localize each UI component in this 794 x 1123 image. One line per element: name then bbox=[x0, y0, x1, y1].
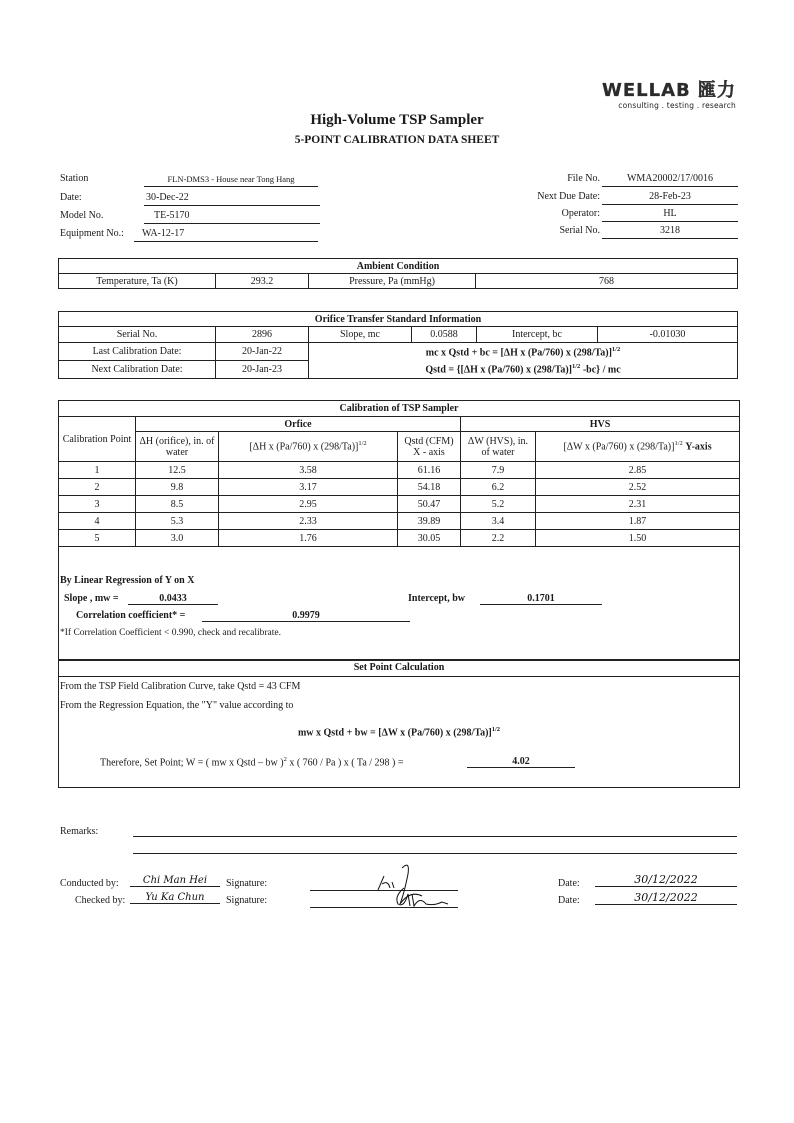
orifice-slope-value: 0.0588 bbox=[412, 327, 477, 343]
col-delta-w-calc bbox=[536, 432, 740, 462]
slope-value: 0.0433 bbox=[128, 593, 218, 605]
result-exponent: 2 bbox=[283, 756, 287, 763]
cell-qstd: 30.05 bbox=[398, 530, 461, 547]
table-row bbox=[59, 496, 740, 513]
calibration-title: Calibration of TSP Sampler bbox=[59, 401, 740, 417]
remarks-line-2 bbox=[133, 853, 737, 854]
cell-dh: 5.3 bbox=[136, 513, 219, 530]
calibration-table bbox=[58, 400, 740, 547]
cell-dw: 7.9 bbox=[461, 462, 536, 479]
col-delta-h: ΔH (orifice), in. of water bbox=[136, 432, 219, 462]
header-text: [ΔH x (Pa/760) x (298/Ta)] bbox=[249, 441, 359, 453]
cell-dw-calc: 1.50 bbox=[536, 530, 740, 547]
model-value: TE-5170 bbox=[144, 210, 320, 224]
conducted-by-name: Chi Man Hei bbox=[130, 875, 220, 887]
logo-tagline: consulting . testing . research bbox=[618, 101, 736, 110]
cell-point: 2 bbox=[59, 479, 136, 496]
setpoint-formula bbox=[58, 726, 740, 738]
cell-dh-calc: 2.33 bbox=[219, 513, 398, 530]
cell-dw-calc: 2.85 bbox=[536, 462, 740, 479]
formula-exponent: 1/2 bbox=[491, 726, 501, 733]
last-calibration-label: Last Calibration Date: bbox=[59, 343, 216, 361]
cell-dh: 12.5 bbox=[136, 462, 219, 479]
model-label: Model No. bbox=[60, 210, 104, 221]
orifice-intercept-label: Intercept, bc bbox=[477, 327, 598, 343]
formula-text: -bc} / mc bbox=[580, 364, 621, 376]
orifice-formula-2 bbox=[309, 361, 738, 379]
ambient-title: Ambient Condition bbox=[59, 259, 738, 274]
pressure-label: Pressure, Pa (mmHg) bbox=[309, 274, 476, 289]
cell-dh-calc: 2.95 bbox=[219, 496, 398, 513]
cell-point: 5 bbox=[59, 530, 136, 547]
cell-dw-calc: 1.87 bbox=[536, 513, 740, 530]
cell-dw: 6.2 bbox=[461, 479, 536, 496]
formula-exponent: 1/2 bbox=[572, 363, 581, 371]
remarks-line-1 bbox=[133, 836, 737, 837]
checked-signature-label: Signature: bbox=[226, 895, 268, 906]
file-no-label: File No. bbox=[567, 173, 600, 184]
orifice-slope-label: Slope, mc bbox=[309, 327, 412, 343]
intercept-label: Intercept, bw bbox=[408, 593, 466, 604]
group-hvs: HVS bbox=[461, 417, 740, 432]
file-no-value: WMA20002/17/0016 bbox=[602, 173, 738, 187]
station-label: Station bbox=[60, 173, 89, 184]
table-row bbox=[59, 513, 740, 530]
formula-text: mc x Qstd + bc = [ΔH x (Pa/760) x (298/Ta)] bbox=[425, 346, 612, 358]
setpoint-result-label bbox=[100, 756, 404, 768]
checked-by-name: Yu Ka Chun bbox=[130, 892, 220, 904]
table-row bbox=[59, 530, 740, 547]
checked-date-label: Date: bbox=[558, 895, 580, 906]
cell-dh-calc: 3.17 bbox=[219, 479, 398, 496]
next-calibration-label: Next Calibration Date: bbox=[59, 361, 216, 379]
cell-dw: 3.4 bbox=[461, 513, 536, 530]
setpoint-title: Set Point Calculation bbox=[353, 662, 445, 673]
cell-dw-calc: 2.31 bbox=[536, 496, 740, 513]
cell-point: 4 bbox=[59, 513, 136, 530]
conducted-by-label: Conducted by: bbox=[60, 878, 119, 889]
header-exponent: 1/2 bbox=[358, 440, 367, 448]
orifice-standard-table bbox=[58, 311, 738, 379]
station-field bbox=[60, 173, 320, 189]
remarks-label: Remarks: bbox=[60, 826, 99, 837]
next-due-date-label: Next Due Date: bbox=[537, 191, 600, 202]
document-subtitle: 5-POINT CALIBRATION DATA SHEET bbox=[294, 134, 500, 146]
result-text: x ( 760 / Pa ) x ( Ta / 298 ) = bbox=[286, 757, 404, 769]
conducted-date-value: 30/12/2022 bbox=[595, 873, 737, 887]
orifice-title: Orifice Transfer Standard Information bbox=[59, 312, 738, 327]
intercept-value: 0.1701 bbox=[480, 593, 602, 605]
ambient-condition-table bbox=[58, 258, 738, 289]
model-field bbox=[60, 210, 320, 226]
checked-date-value: 30/12/2022 bbox=[595, 891, 737, 905]
conducted-signature-label: Signature: bbox=[226, 878, 268, 889]
cell-dh: 8.5 bbox=[136, 496, 219, 513]
header-text: [ΔW x (Pa/760) x (298/Ta)] bbox=[563, 441, 675, 453]
last-calibration-value: 20-Jan-22 bbox=[216, 343, 309, 361]
date-label: Date: bbox=[60, 192, 82, 203]
col-delta-w: ΔW (HVS), in. of water bbox=[461, 432, 536, 462]
cell-point: 1 bbox=[59, 462, 136, 479]
operator-label: Operator: bbox=[561, 208, 600, 219]
cell-dw: 5.2 bbox=[461, 496, 536, 513]
cell-dw-calc: 2.52 bbox=[536, 479, 740, 496]
col-qstd: Qstd (CFM) X - axis bbox=[398, 432, 461, 462]
setpoint-divider-top bbox=[58, 659, 740, 661]
correlation-note: *If Correlation Coefficient < 0.990, check and recalibrate. bbox=[60, 628, 281, 638]
temperature-label: Temperature, Ta (K) bbox=[59, 274, 216, 289]
setpoint-line-1: From the TSP Field Calibration Curve, take Qstd = 43 CFM bbox=[60, 681, 301, 692]
col-calibration-point: Calibration Point bbox=[59, 417, 136, 462]
conducted-date-label: Date: bbox=[558, 878, 580, 889]
cell-qstd: 54.18 bbox=[398, 479, 461, 496]
cell-qstd: 61.16 bbox=[398, 462, 461, 479]
cell-dw: 2.2 bbox=[461, 530, 536, 547]
header-exponent: 1/2 bbox=[674, 440, 683, 448]
next-due-date-field bbox=[520, 191, 740, 207]
orifice-serial-value: 2896 bbox=[216, 327, 309, 343]
table-row bbox=[59, 462, 740, 479]
temperature-value: 293.2 bbox=[216, 274, 309, 289]
formula-text: Qstd = {[ΔH x (Pa/760) x (298/Ta)] bbox=[425, 364, 572, 376]
cell-point: 3 bbox=[59, 496, 136, 513]
setpoint-line-2: From the Regression Equation, the "Y" value according to bbox=[60, 700, 294, 711]
result-text: Therefore, Set Point; W = ( mw x Qstd – bw ) bbox=[100, 757, 284, 769]
next-due-date-value: 28-Feb-23 bbox=[602, 191, 738, 205]
table-row bbox=[59, 479, 740, 496]
regression-heading: By Linear Regression of Y on X bbox=[60, 575, 195, 586]
cell-qstd: 39.89 bbox=[398, 513, 461, 530]
date-value: 30-Dec-22 bbox=[144, 192, 320, 206]
header-suffix: Y-axis bbox=[685, 441, 712, 453]
slope-label: Slope , mw = bbox=[64, 593, 119, 604]
document-title: High-Volume TSP Sampler bbox=[310, 112, 484, 128]
operator-field bbox=[520, 208, 740, 224]
company-logo bbox=[586, 76, 736, 110]
date-field bbox=[60, 192, 320, 208]
correlation-label: Correlation coefficient* = bbox=[76, 610, 186, 621]
equipment-field bbox=[60, 228, 320, 244]
serial-no-field bbox=[520, 225, 740, 241]
cell-dh-calc: 3.58 bbox=[219, 462, 398, 479]
formula-text: mw x Qstd + bw = [ΔW x (Pa/760) x (298/Ta)] bbox=[297, 727, 492, 739]
orifice-intercept-value: -0.01030 bbox=[598, 327, 738, 343]
serial-no-value: 3218 bbox=[602, 225, 738, 239]
setpoint-result-value: 4.02 bbox=[467, 756, 575, 768]
operator-value: HL bbox=[602, 208, 738, 222]
orifice-formula-1 bbox=[309, 343, 738, 361]
cell-dh-calc: 1.76 bbox=[219, 530, 398, 547]
formula-exponent: 1/2 bbox=[611, 345, 621, 353]
correlation-value: 0.9979 bbox=[202, 610, 410, 622]
col-delta-h-calc bbox=[219, 432, 398, 462]
group-orifice: Orfice bbox=[136, 417, 461, 432]
pressure-value: 768 bbox=[476, 274, 738, 289]
setpoint-divider bbox=[58, 676, 740, 677]
equipment-value: WA-12-17 bbox=[134, 228, 318, 242]
next-calibration-value: 20-Jan-23 bbox=[216, 361, 309, 379]
cell-dh: 9.8 bbox=[136, 479, 219, 496]
cell-dh: 3.0 bbox=[136, 530, 219, 547]
serial-no-label: Serial No. bbox=[559, 225, 600, 236]
checked-by-label: Checked by: bbox=[75, 895, 126, 906]
checked-signature-icon bbox=[392, 884, 482, 910]
file-no-field bbox=[520, 173, 740, 189]
equipment-label: Equipment No.: bbox=[60, 228, 124, 239]
logo-name: WELLAB 匯力 bbox=[601, 80, 736, 101]
orifice-serial-label: Serial No. bbox=[59, 327, 216, 343]
cell-qstd: 50.47 bbox=[398, 496, 461, 513]
station-value: FLN-DMS3 - House near Tong Hang bbox=[144, 173, 318, 187]
